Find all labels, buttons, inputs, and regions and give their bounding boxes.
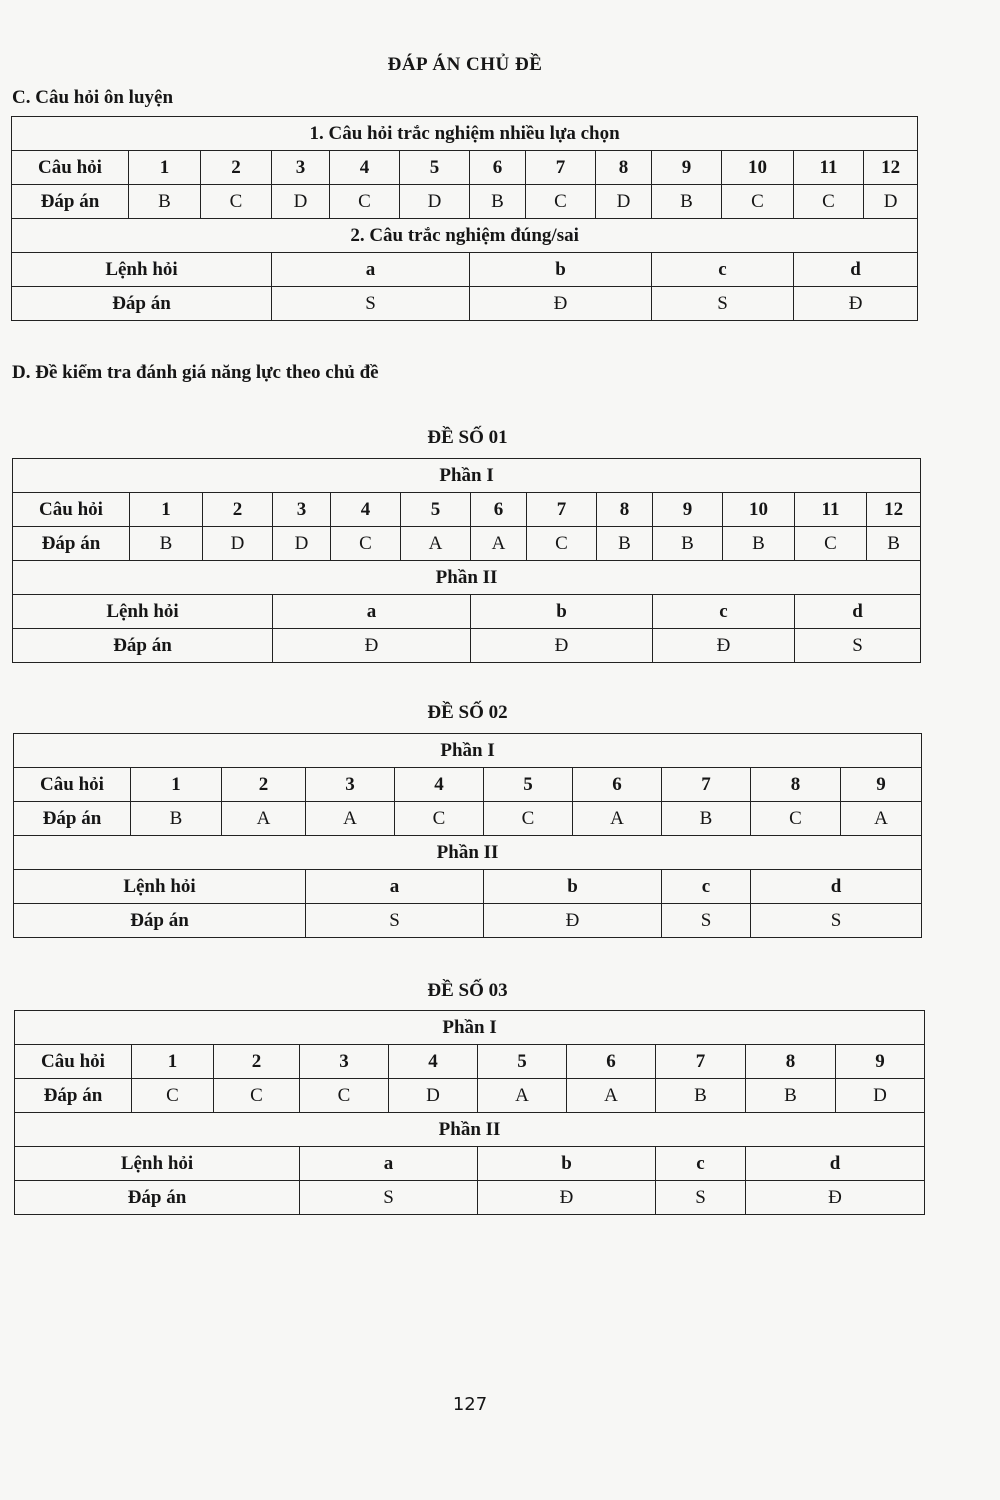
answer-cell: C	[395, 802, 484, 836]
answer-label: Đáp án	[13, 527, 130, 561]
answer-cell: D	[273, 527, 331, 561]
tf-answer: S	[300, 1181, 478, 1215]
answer-cell: A	[471, 527, 527, 561]
answer-label: Đáp án	[12, 287, 272, 321]
tf-answer: Đ	[653, 629, 795, 663]
question-number: 4	[331, 493, 401, 527]
question-number: 7	[527, 493, 597, 527]
tf-answer: S	[751, 904, 922, 938]
answer-cell: D	[272, 185, 330, 219]
answer-cell: A	[573, 802, 662, 836]
question-number: 10	[722, 151, 794, 185]
part2-title: Phần II	[15, 1113, 925, 1147]
question-number: 12	[867, 493, 921, 527]
tf-label-row	[15, 1147, 925, 1181]
answer-cell: D	[596, 185, 652, 219]
question-number: 6	[567, 1045, 656, 1079]
tf-answer: Đ	[471, 629, 653, 663]
answer-cell: C	[201, 185, 272, 219]
answer-cell: B	[130, 527, 203, 561]
question-number: 3	[272, 151, 330, 185]
tf-answer: Đ	[746, 1181, 925, 1215]
question-number: 2	[214, 1045, 300, 1079]
tf-answer: S	[652, 287, 794, 321]
question-number: 1	[130, 493, 203, 527]
exam-1-table	[12, 458, 921, 663]
answer-cell: B	[597, 527, 653, 561]
question-number: 10	[723, 493, 795, 527]
tf-label: b	[478, 1147, 656, 1181]
answer-cell: B	[662, 802, 751, 836]
question-number: 6	[573, 768, 662, 802]
question-number: 5	[401, 493, 471, 527]
answer-cell: D	[203, 527, 273, 561]
tf-label-row	[14, 870, 922, 904]
answer-cell: C	[484, 802, 573, 836]
command-label: Lệnh hỏi	[12, 253, 272, 287]
answer-label: Đáp án	[15, 1079, 132, 1113]
tf-label: c	[662, 870, 751, 904]
question-number: 2	[222, 768, 306, 802]
part1-title: Phần I	[15, 1011, 925, 1045]
question-number: 5	[478, 1045, 567, 1079]
tf-label: c	[653, 595, 795, 629]
tf-answer: S	[795, 629, 921, 663]
question-row	[14, 768, 922, 802]
tf-label: b	[470, 253, 652, 287]
question-row	[12, 151, 918, 185]
part2-title: Phần II	[14, 836, 922, 870]
answer-cell: B	[746, 1079, 836, 1113]
question-number: 9	[841, 768, 922, 802]
question-number: 3	[306, 768, 395, 802]
tf-label: b	[484, 870, 662, 904]
question-number: 4	[330, 151, 400, 185]
tf-label-row	[13, 595, 921, 629]
question-number: 4	[389, 1045, 478, 1079]
tf-answer-row	[14, 904, 922, 938]
question-row	[15, 1045, 925, 1079]
part1-title: Phần I	[14, 734, 922, 768]
answer-label: Đáp án	[12, 185, 129, 219]
answer-cell: A	[222, 802, 306, 836]
answer-cell: A	[401, 527, 471, 561]
section-d-heading: D. Đề kiểm tra đánh giá năng lực theo chủ đề	[12, 362, 379, 383]
question-number: 8	[597, 493, 653, 527]
tf-answer-row	[13, 629, 921, 663]
answer-cell: B	[129, 185, 201, 219]
question-number: 8	[596, 151, 652, 185]
question-number: 2	[201, 151, 272, 185]
answer-cell: D	[864, 185, 918, 219]
answer-cell: C	[331, 527, 401, 561]
answer-cell: C	[794, 185, 864, 219]
answer-cell: D	[389, 1079, 478, 1113]
exam-3-table	[14, 1010, 925, 1215]
exam-3-title: ĐỀ SỐ 03	[427, 980, 508, 1001]
exam-2-title: ĐỀ SỐ 02	[427, 702, 508, 723]
answer-cell: A	[306, 802, 395, 836]
answer-cell: C	[214, 1079, 300, 1113]
question-number: 6	[470, 151, 526, 185]
tf-label: d	[746, 1147, 925, 1181]
answer-label: Đáp án	[14, 802, 131, 836]
page-title: ĐÁP ÁN CHỦ ĐỀ	[387, 54, 543, 75]
tf-answer: Đ	[484, 904, 662, 938]
question-number: 8	[751, 768, 841, 802]
tf-label: c	[656, 1147, 746, 1181]
tf-label: c	[652, 253, 794, 287]
command-label: Lệnh hỏi	[13, 595, 273, 629]
question-label: Câu hỏi	[12, 151, 129, 185]
question-number: 1	[131, 768, 222, 802]
command-label: Lệnh hỏi	[14, 870, 306, 904]
answer-cell: C	[751, 802, 841, 836]
answer-cell: C	[795, 527, 867, 561]
tf-label: b	[471, 595, 653, 629]
tf-answer: S	[306, 904, 484, 938]
tf-label: a	[300, 1147, 478, 1181]
answer-cell: B	[470, 185, 526, 219]
question-label: Câu hỏi	[14, 768, 131, 802]
question-number: 7	[656, 1045, 746, 1079]
tf-answer-row	[15, 1181, 925, 1215]
tf-label: a	[273, 595, 471, 629]
answer-cell: A	[567, 1079, 656, 1113]
answer-cell: D	[836, 1079, 925, 1113]
answer-cell: B	[131, 802, 222, 836]
answer-cell: C	[300, 1079, 389, 1113]
answer-cell: C	[330, 185, 400, 219]
tf-label: a	[272, 253, 470, 287]
answer-cell: C	[722, 185, 794, 219]
question-number: 7	[662, 768, 751, 802]
tf-answer: Đ	[470, 287, 652, 321]
question-number: 3	[300, 1045, 389, 1079]
question-number: 11	[794, 151, 864, 185]
question-label: Câu hỏi	[15, 1045, 132, 1079]
command-label: Lệnh hỏi	[15, 1147, 300, 1181]
answer-cell: B	[653, 527, 723, 561]
answer-label: Đáp án	[15, 1181, 300, 1215]
tf-answer: Đ	[478, 1181, 656, 1215]
answer-cell: A	[478, 1079, 567, 1113]
tf-label: a	[306, 870, 484, 904]
question-number: 5	[400, 151, 470, 185]
answer-label: Đáp án	[14, 904, 306, 938]
answer-row	[13, 527, 921, 561]
answer-cell: A	[841, 802, 922, 836]
tf-answer-row	[12, 287, 918, 321]
question-number: 6	[471, 493, 527, 527]
answer-row	[14, 802, 922, 836]
question-number: 4	[395, 768, 484, 802]
tf-answer: Đ	[273, 629, 471, 663]
answer-label: Đáp án	[13, 629, 273, 663]
answer-cell: B	[723, 527, 795, 561]
question-number: 11	[795, 493, 867, 527]
tf-answer: S	[272, 287, 470, 321]
question-number: 9	[653, 493, 723, 527]
question-row	[13, 493, 921, 527]
answer-cell: C	[132, 1079, 214, 1113]
tf-label: d	[795, 595, 921, 629]
question-number: 7	[526, 151, 596, 185]
part2-title: Phần II	[13, 561, 921, 595]
tf-label: d	[751, 870, 922, 904]
answer-cell: C	[527, 527, 597, 561]
answer-cell: B	[867, 527, 921, 561]
question-number: 2	[203, 493, 273, 527]
tf-label-row	[12, 253, 918, 287]
question-number: 1	[132, 1045, 214, 1079]
tf-answer: S	[656, 1181, 746, 1215]
tf-answer: S	[662, 904, 751, 938]
part1-title: 1. Câu hỏi trắc nghiệm nhiều lựa chọn	[12, 117, 918, 151]
question-label: Câu hỏi	[13, 493, 130, 527]
tf-answer: Đ	[794, 287, 918, 321]
question-number: 9	[836, 1045, 925, 1079]
answer-row	[12, 185, 918, 219]
exam-1-title: ĐỀ SỐ 01	[427, 427, 508, 448]
question-number: 3	[273, 493, 331, 527]
tf-label: d	[794, 253, 918, 287]
question-number: 9	[652, 151, 722, 185]
question-number: 1	[129, 151, 201, 185]
page-number: 127	[452, 1394, 488, 1415]
answer-row	[15, 1079, 925, 1113]
part1-title: Phần I	[13, 459, 921, 493]
question-number: 12	[864, 151, 918, 185]
answer-cell: B	[656, 1079, 746, 1113]
practice-answer-table	[11, 116, 918, 321]
answer-cell: B	[652, 185, 722, 219]
answer-cell: D	[400, 185, 470, 219]
exam-2-table	[13, 733, 922, 938]
question-number: 8	[746, 1045, 836, 1079]
answer-cell: C	[526, 185, 596, 219]
question-number: 5	[484, 768, 573, 802]
part2-title: 2. Câu trắc nghiệm đúng/sai	[12, 219, 918, 253]
section-c-heading: C. Câu hỏi ôn luyện	[12, 87, 174, 108]
